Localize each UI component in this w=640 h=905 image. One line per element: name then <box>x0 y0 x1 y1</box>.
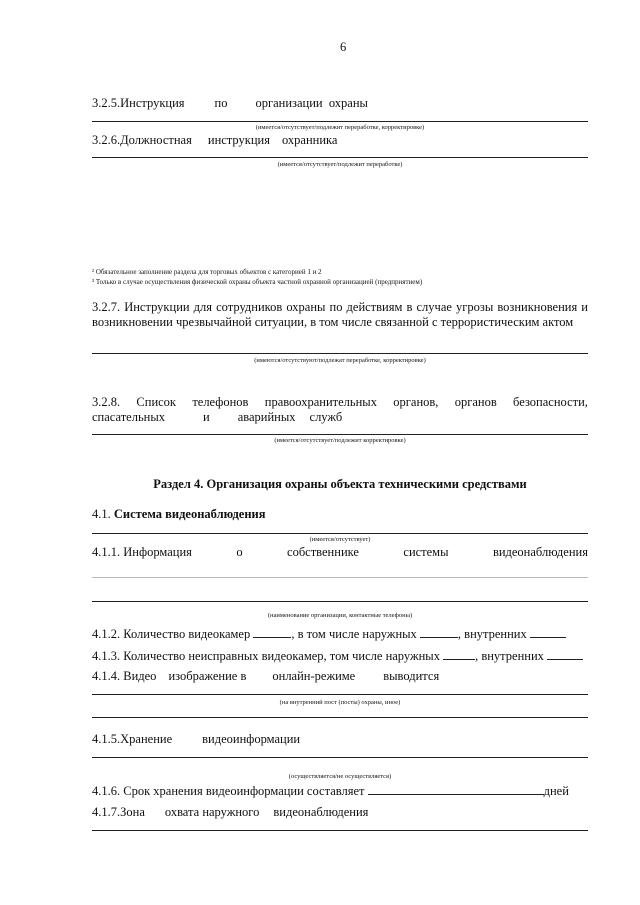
item-4-1-1-fill-line-1[interactable] <box>92 577 588 578</box>
item-3-2-6-fill-line[interactable] <box>92 157 588 158</box>
item-4-1-note: (имеется/отсутствует) <box>309 536 371 543</box>
item-4-1-7-text <box>92 805 368 820</box>
item-4-1-1-note: (наименование организации, контактные телефоны) <box>267 612 413 619</box>
item-3-2-7-note: (имеются/отсутствуют/подлежат переработке, корректировке) <box>254 357 426 364</box>
item-4-1-6-text <box>92 783 569 799</box>
item-3-2-7-fill-line[interactable] <box>92 353 588 354</box>
item-4-1-2-part: , внутренних <box>457 627 530 641</box>
item-4-1-number: 4.1. <box>92 507 114 521</box>
item-3-2-8-word: безопасности, <box>513 395 588 409</box>
item-3-2-8-line1 <box>92 395 588 410</box>
item-4-1-7-word: охвата наружного <box>164 805 260 819</box>
cameras-total-field[interactable] <box>253 626 291 638</box>
footnote-2: ² Обязательное заполнение раздела для торговых объектов с категорией 1 и 2 <box>92 268 322 276</box>
item-4-1-3-text <box>92 648 583 664</box>
item-4-1-4-note: (на внутренний пост (посты) охраны, иное) <box>279 699 401 706</box>
item-3-2-6-word: 3.2.6.Должностная <box>92 133 192 147</box>
item-4-1-5-word: 4.1.5.Хранение <box>92 732 173 746</box>
retention-days-field[interactable] <box>368 783 544 795</box>
item-4-1-2-part: , в том числе наружных <box>291 627 420 641</box>
item-3-2-5-text <box>92 96 368 111</box>
item-4-1-4-word: 4.1.4. Видео <box>92 669 157 683</box>
item-3-2-8-word: и <box>203 410 210 424</box>
item-4-1-1-text <box>92 545 588 560</box>
item-3-2-8-note: (имеется/отсутствует/подлежит корректировке) <box>274 437 406 444</box>
item-3-2-5-word: 3.2.5.Инструкция <box>92 96 185 110</box>
item-3-2-5-word: по <box>214 96 228 110</box>
item-3-2-8-word: 3.2.8. <box>92 395 121 409</box>
item-4-1-2-text <box>92 626 566 642</box>
item-4-1-3-part: 4.1.3. Количество неисправных видеокамер, том числе наружных <box>92 649 444 663</box>
item-4-1-7-word: 4.1.7.Зона <box>92 805 145 819</box>
item-3-2-6-word: инструкция <box>207 133 270 147</box>
item-3-2-7-text: 3.2.7. Инструкции для сотрудников охраны по действиям в случае угрозы возникновения и возникновении чрезвычайной ситуации, в том числе связанной с террористическим актом <box>92 300 588 329</box>
item-3-2-8-word: аварийных <box>237 410 296 424</box>
item-4-1-5-note: (осуществляется/не осуществляется) <box>288 773 392 780</box>
item-4-1-fill-line[interactable] <box>92 533 588 534</box>
item-3-2-5-word: организации <box>255 96 323 110</box>
item-3-2-8-word: телефонов <box>192 395 249 409</box>
item-4-1-4-text <box>92 669 439 684</box>
cameras-indoor-field[interactable] <box>530 626 566 638</box>
item-3-2-8-word: служб <box>309 410 343 424</box>
item-4-1-4-fill-line-2[interactable] <box>92 717 588 718</box>
item-4-1-6-part: 4.1.6. Срок хранения видеоинформации составляет <box>92 784 368 798</box>
item-3-2-8-fill-line[interactable] <box>92 434 588 435</box>
item-3-2-6-word: охранника <box>281 133 338 147</box>
item-3-2-5-word: охраны <box>328 96 368 110</box>
item-4-1-1-word: о <box>236 545 243 559</box>
broken-cameras-outdoor-field[interactable] <box>443 648 475 660</box>
item-4-1-5-fill-line[interactable] <box>92 757 588 758</box>
item-3-2-8-word: спасательных <box>92 410 165 424</box>
page-number: 6 <box>340 40 347 54</box>
item-4-1-1-word: видеонаблюдения <box>492 545 588 559</box>
item-3-2-6-text <box>92 133 337 148</box>
item-4-1-6-part: дней <box>543 784 569 798</box>
item-3-2-8-word: правоохранительных <box>264 395 377 409</box>
item-4-1-text <box>92 507 266 522</box>
item-4-1-5-word: видеоинформации <box>202 732 301 746</box>
item-4-1-5-text <box>92 732 300 747</box>
item-3-2-8-line2 <box>92 410 342 425</box>
item-4-1-4-word: изображение в <box>168 669 247 683</box>
item-4-1-7-word: видеонаблюдения <box>273 805 369 819</box>
item-3-2-5-note: (имеется/отсутствует/подлежит переработке, корректировке) <box>255 124 425 131</box>
section-4-heading: Раздел 4. Организация охраны объекта техническими средствами <box>153 477 527 491</box>
broken-cameras-indoor-field[interactable] <box>547 648 583 660</box>
item-4-1-title: Система видеонаблюдения <box>113 507 266 521</box>
item-4-1-4-word: онлайн-режиме <box>272 669 356 683</box>
item-4-1-4-fill-line-1[interactable] <box>92 694 588 695</box>
item-3-2-8-word: органов, <box>393 395 439 409</box>
item-4-1-1-fill-line-2[interactable] <box>92 601 588 602</box>
footnote-3: ³ Только в случае осуществления физической охраны объекта частной охранной организацией (предприятием) <box>92 278 423 286</box>
item-4-1-1-word: 4.1.1. Информация <box>92 545 192 559</box>
item-4-1-7-fill-line[interactable] <box>92 830 588 831</box>
item-4-1-4-word: выводится <box>383 669 440 683</box>
item-3-2-5-fill-line[interactable] <box>92 121 588 122</box>
item-3-2-8-word: органов <box>454 395 497 409</box>
item-3-2-8-word: Список <box>136 395 177 409</box>
item-4-1-1-word: собственнике <box>287 545 359 559</box>
item-4-1-2-part: 4.1.2. Количество видеокамер <box>92 627 254 641</box>
cameras-outdoor-field[interactable] <box>420 626 458 638</box>
item-4-1-3-part: , внутренних <box>475 649 548 663</box>
item-4-1-1-word: системы <box>403 545 449 559</box>
item-3-2-6-note: (имеется/отсутствует/подлежит переработке) <box>277 161 403 168</box>
